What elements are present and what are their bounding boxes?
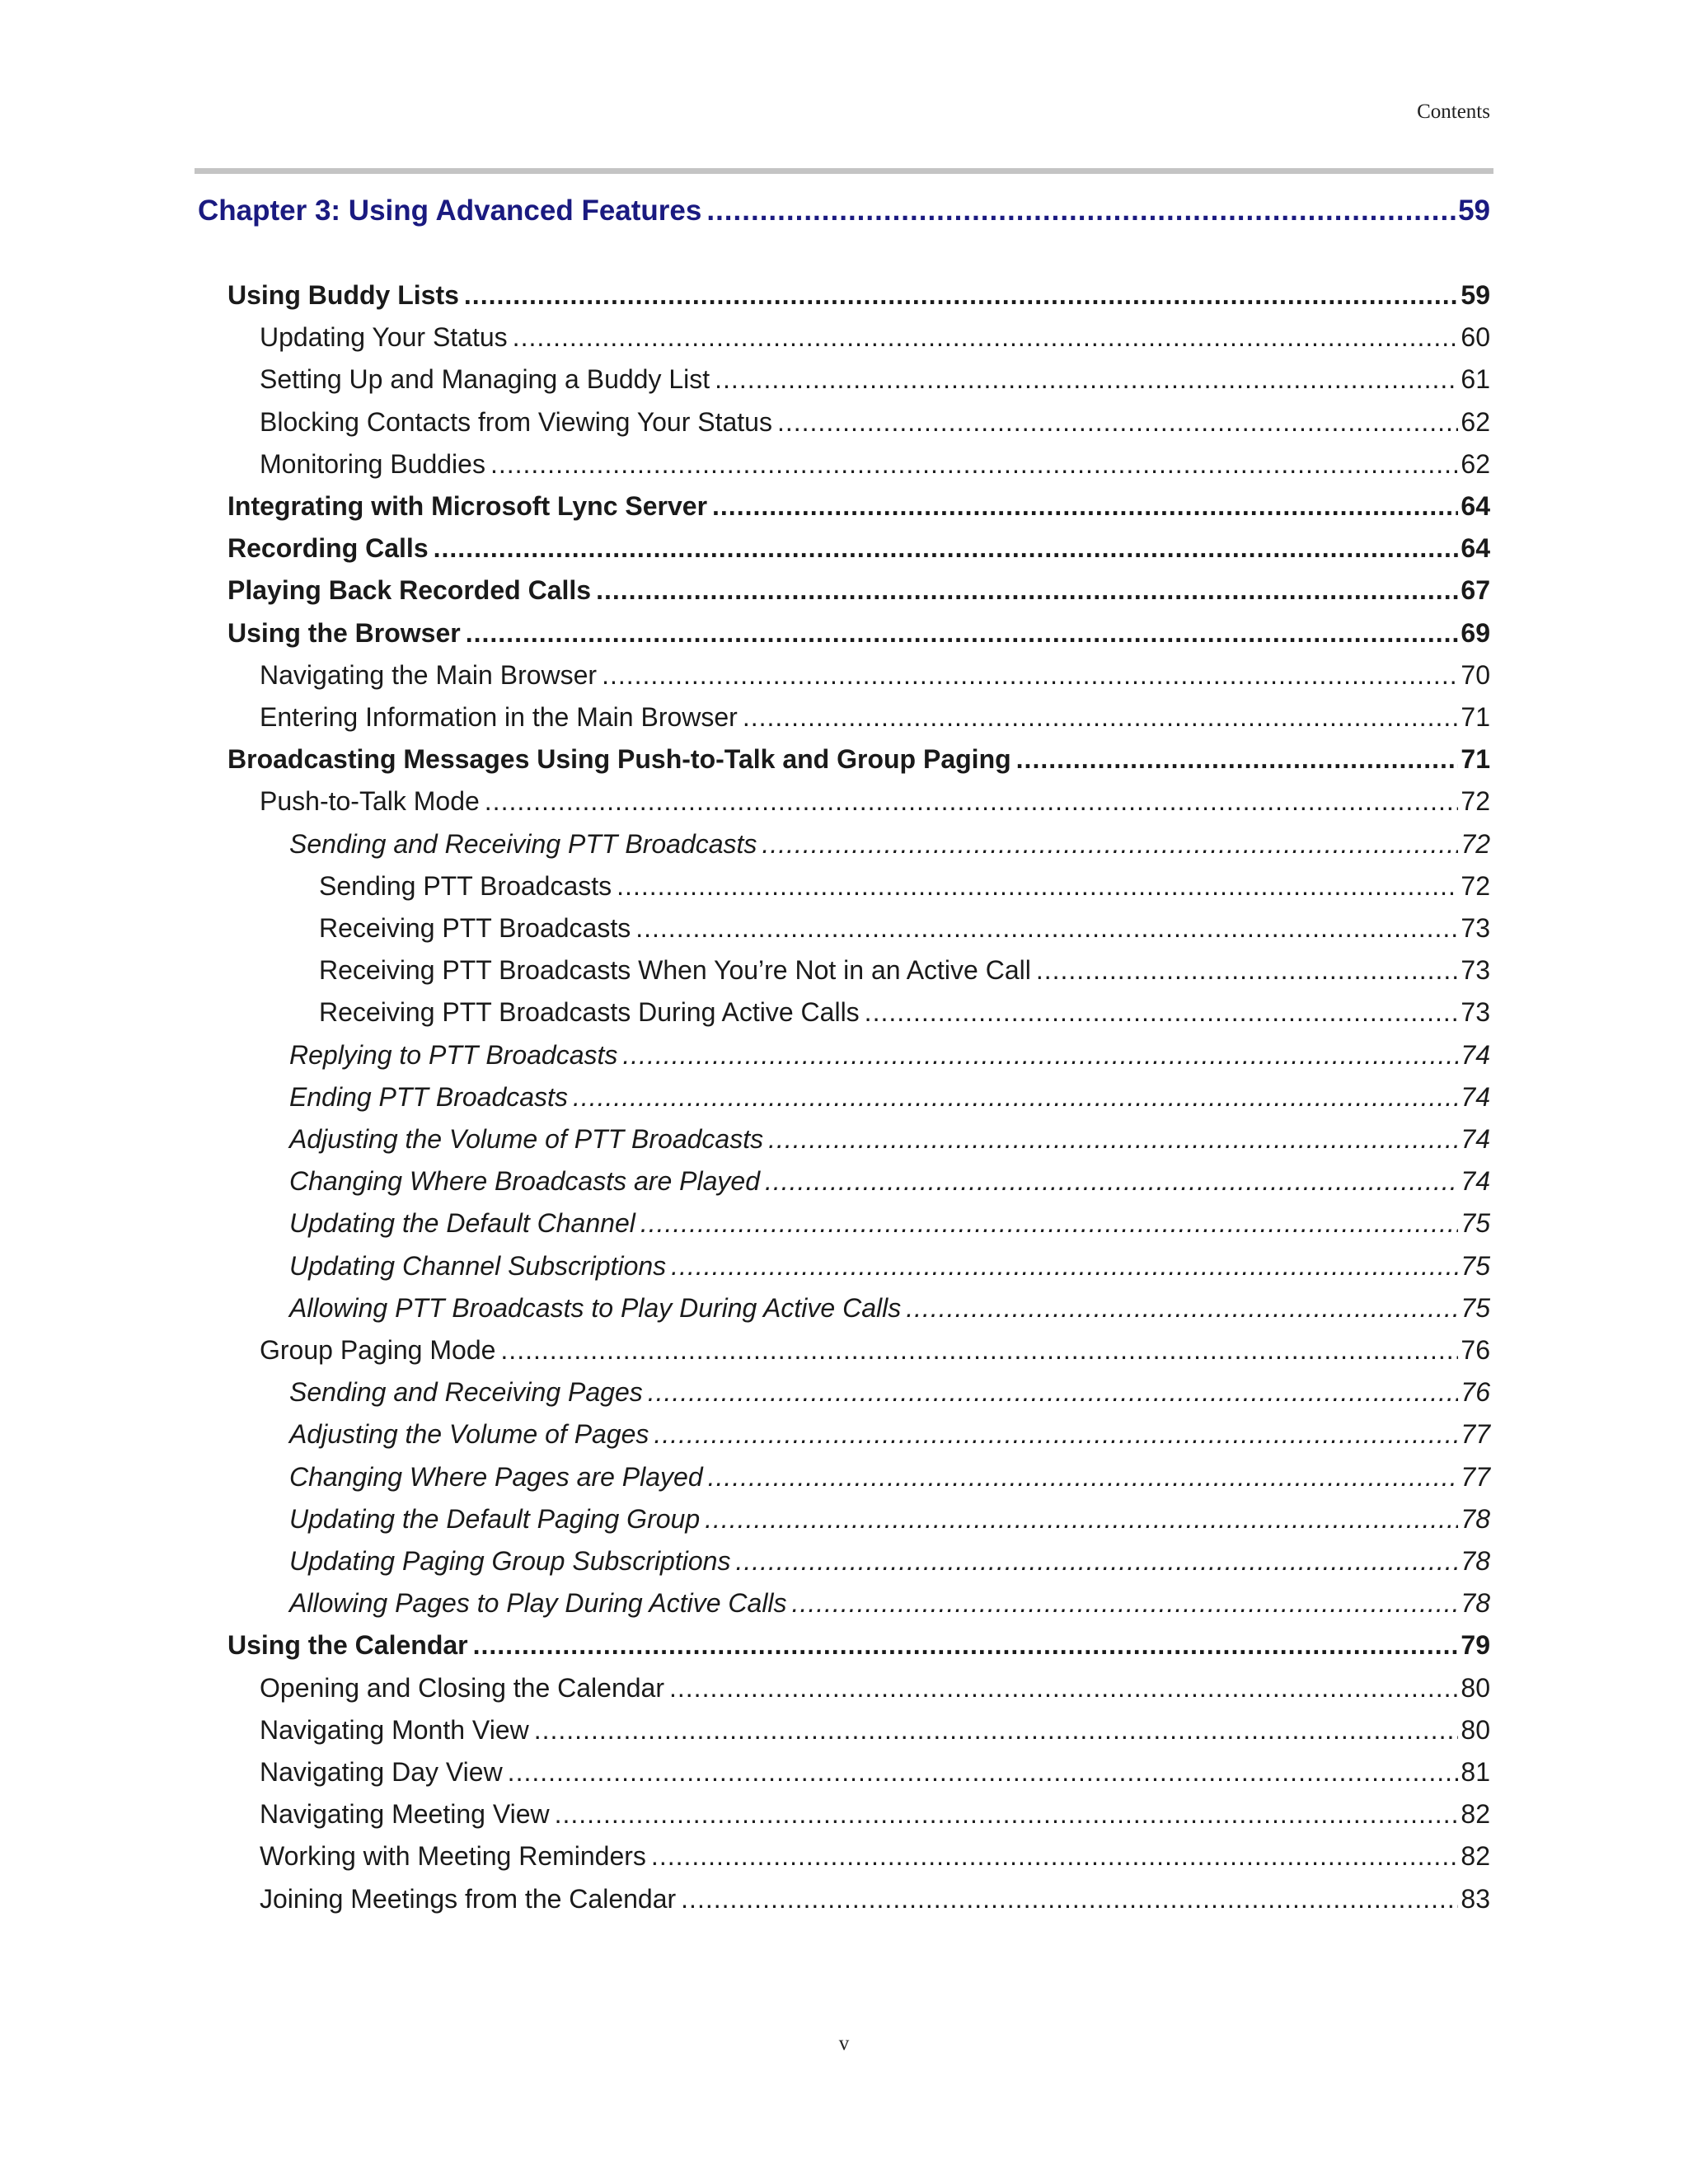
toc-entry-title: Using Buddy Lists <box>227 280 459 310</box>
dot-leader <box>715 358 1458 401</box>
toc-entry[interactable] <box>289 1582 1490 1624</box>
toc-entry-page: 82 <box>1461 1799 1490 1830</box>
dot-leader <box>555 1793 1459 1835</box>
toc-entry[interactable] <box>260 1835 1490 1877</box>
toc-entry-title: Receiving PTT Broadcasts During Active Calls <box>319 997 860 1028</box>
toc-entry[interactable] <box>260 654 1490 696</box>
dot-leader <box>617 865 1458 907</box>
toc-entry[interactable] <box>289 1118 1490 1160</box>
toc-entry[interactable] <box>289 823 1490 865</box>
toc-entry-page: 81 <box>1461 1757 1490 1787</box>
toc-entry-page: 75 <box>1461 1292 1490 1323</box>
dot-leader <box>596 569 1458 612</box>
toc-entry-title: Ending PTT Broadcasts <box>289 1081 568 1112</box>
toc-entry-title: Sending and Receiving PTT Broadcasts <box>289 828 757 859</box>
dot-leader <box>1036 949 1459 991</box>
toc-entry-title: Navigating the Main Browser <box>260 659 598 690</box>
toc-entry-title: Navigating Day View <box>260 1757 503 1787</box>
toc-entry-title: Receiving PTT Broadcasts <box>319 913 631 943</box>
toc-entry-title: Allowing Pages to Play During Active Calls <box>289 1588 787 1619</box>
dot-leader <box>865 991 1459 1033</box>
toc-entry-page: 75 <box>1461 1208 1490 1239</box>
toc-entry-page: 75 <box>1461 1250 1490 1281</box>
toc-entry-page: 61 <box>1461 364 1490 395</box>
toc-entry-page: 78 <box>1461 1546 1490 1576</box>
toc-entry[interactable] <box>260 1329 1490 1371</box>
toc-entry[interactable] <box>260 780 1490 823</box>
dot-leader <box>768 1118 1458 1160</box>
dot-leader <box>466 612 1459 654</box>
dot-leader <box>485 780 1459 823</box>
dot-leader <box>602 654 1458 696</box>
dot-leader <box>513 316 1459 359</box>
toc-entry-title: Navigating Meeting View <box>260 1799 550 1830</box>
toc-entry[interactable] <box>289 1160 1490 1202</box>
dot-leader <box>508 1750 1459 1793</box>
toc-entry-title: Adjusting the Volume of PTT Broadcasts <box>289 1124 764 1154</box>
dot-leader <box>490 443 1458 485</box>
toc-entry-page: 79 <box>1461 1630 1490 1661</box>
toc-entry[interactable] <box>319 907 1490 949</box>
toc-entry-page: 76 <box>1461 1335 1490 1365</box>
toc-entry-page: 72 <box>1461 786 1490 817</box>
toc-entry-page: 67 <box>1461 575 1490 606</box>
dot-leader <box>573 1076 1458 1118</box>
toc-entry[interactable] <box>227 612 1490 654</box>
toc-entry[interactable] <box>289 1286 1490 1329</box>
toc-entry-page: 64 <box>1461 491 1490 521</box>
toc-entry-page: 73 <box>1461 913 1490 943</box>
dot-leader <box>500 1329 1458 1371</box>
dot-leader <box>635 907 1458 949</box>
dot-leader <box>1016 738 1459 780</box>
toc-entry-page: 71 <box>1461 702 1490 732</box>
toc-entry[interactable] <box>227 569 1490 612</box>
dot-leader <box>473 1624 1459 1666</box>
toc-entry-page: 59 <box>1461 280 1490 310</box>
dot-leader <box>765 1160 1458 1202</box>
toc-entry[interactable] <box>227 485 1490 527</box>
toc-entry-title: Opening and Closing the Calendar <box>260 1672 664 1703</box>
page-number: v <box>838 2032 850 2055</box>
toc-entry-title: Using the Browser <box>227 617 461 648</box>
toc-entry[interactable] <box>319 949 1490 991</box>
dot-leader <box>906 1286 1458 1329</box>
dot-leader <box>622 1033 1458 1076</box>
toc-entry-page: 74 <box>1461 1124 1490 1154</box>
toc-entry-title: Adjusting the Volume of Pages <box>289 1419 649 1450</box>
toc-entry-page: 64 <box>1461 533 1490 564</box>
toc-entry[interactable] <box>289 1540 1490 1582</box>
toc-entry-page: 69 <box>1461 617 1490 648</box>
dot-leader <box>762 823 1458 865</box>
toc-entry-title: Navigating Month View <box>260 1714 529 1745</box>
toc-entry[interactable] <box>227 274 1490 316</box>
toc-entry-page: 70 <box>1461 659 1490 690</box>
toc-entry-page: 62 <box>1461 406 1490 437</box>
toc-entry-page: 62 <box>1461 448 1490 479</box>
toc-entry-page: 71 <box>1461 744 1490 775</box>
toc-entry-title: Updating Your Status <box>260 322 508 353</box>
toc-entry-title: Broadcasting Messages Using Push-to-Talk and Group Paging <box>227 744 1011 775</box>
dot-leader <box>706 194 1456 227</box>
toc-entry-page: 80 <box>1461 1714 1490 1745</box>
toc-entry[interactable] <box>289 1244 1490 1287</box>
toc-entry-page: 72 <box>1461 870 1490 901</box>
toc-entry[interactable] <box>319 865 1490 907</box>
toc-entry-title: Allowing PTT Broadcasts to Play During Active Calls <box>289 1292 902 1323</box>
toc-entry-title: Receiving PTT Broadcasts When You’re Not in an Active Call <box>319 955 1031 986</box>
toc-entry-title: Changing Where Pages are Played <box>289 1461 703 1492</box>
chapter-page: 59 <box>1458 194 1490 227</box>
dot-leader <box>712 485 1458 527</box>
toc-entry-title: Integrating with Microsoft Lync Server <box>227 491 708 521</box>
dot-leader <box>434 527 1459 569</box>
toc-entry-title: Updating Channel Subscriptions <box>289 1250 667 1281</box>
toc-entry[interactable] <box>289 1076 1490 1118</box>
toc-entry[interactable] <box>289 1455 1490 1498</box>
toc-entry-page: 74 <box>1461 1166 1490 1197</box>
toc-entry-title: Push-to-Talk Mode <box>260 786 480 817</box>
toc-entry[interactable] <box>289 1371 1490 1413</box>
dot-leader <box>735 1540 1458 1582</box>
toc-entry[interactable] <box>260 443 1490 485</box>
toc-entry-title: Updating Paging Group Subscriptions <box>289 1546 731 1576</box>
toc-entry-title: Blocking Contacts from Viewing Your Status <box>260 406 772 437</box>
dot-leader <box>464 274 1459 316</box>
dot-leader <box>743 696 1459 738</box>
toc-entry-title: Entering Information in the Main Browser <box>260 702 738 732</box>
toc-entry-title: Sending PTT Broadcasts <box>319 870 612 901</box>
toc-entry-page: 80 <box>1461 1672 1490 1703</box>
dot-leader <box>534 1708 1459 1751</box>
toc-entry[interactable] <box>227 527 1490 569</box>
toc-entry-page: 78 <box>1461 1503 1490 1534</box>
toc-entry-title: Updating the Default Paging Group <box>289 1503 701 1534</box>
toc-entry-title: Setting Up and Managing a Buddy List <box>260 364 710 395</box>
dot-leader <box>648 1371 1459 1413</box>
toc-entry[interactable] <box>289 1413 1490 1455</box>
toc-entry-title: Playing Back Recorded Calls <box>227 575 592 606</box>
toc-entry-title: Using the Calendar <box>227 1630 468 1661</box>
toc-entry-page: 78 <box>1461 1588 1490 1619</box>
toc-entry-page: 72 <box>1461 828 1490 859</box>
toc-entry[interactable] <box>260 401 1490 443</box>
toc-entry[interactable] <box>260 1793 1490 1835</box>
dot-leader <box>640 1202 1459 1244</box>
header-rule <box>195 168 1493 174</box>
toc-entry[interactable] <box>260 358 1490 401</box>
toc-entry-page: 76 <box>1461 1377 1490 1408</box>
toc-entry[interactable] <box>289 1033 1490 1076</box>
toc-entry-page: 73 <box>1461 997 1490 1028</box>
toc-entry-page: 74 <box>1461 1039 1490 1070</box>
dot-leader <box>651 1835 1458 1877</box>
toc-entry-page: 83 <box>1461 1883 1490 1914</box>
toc-entry-title: Group Paging Mode <box>260 1335 496 1365</box>
toc-entry[interactable] <box>260 1877 1490 1920</box>
toc-entry[interactable] <box>260 1750 1490 1793</box>
toc-entry[interactable] <box>260 316 1490 359</box>
toc-chapter-entry[interactable] <box>198 194 1490 227</box>
toc-entry[interactable] <box>260 1666 1490 1709</box>
dot-leader <box>705 1497 1458 1540</box>
toc-entry-page: 77 <box>1461 1461 1490 1492</box>
running-header: Contents <box>1417 101 1490 123</box>
toc-entry[interactable] <box>260 1708 1490 1751</box>
toc-entry-title: Updating the Default Channel <box>289 1208 635 1239</box>
toc-entry[interactable] <box>227 738 1490 780</box>
chapter-title: Chapter 3: Using Advanced Features <box>198 194 702 227</box>
toc-entry-title: Joining Meetings from the Calendar <box>260 1883 677 1914</box>
toc-entry-title: Replying to PTT Broadcasts <box>289 1039 618 1070</box>
dot-leader <box>708 1455 1459 1498</box>
toc-entry[interactable] <box>227 1624 1490 1666</box>
toc-entry[interactable] <box>289 1202 1490 1244</box>
toc-entry-page: 74 <box>1461 1081 1490 1112</box>
dot-leader <box>671 1244 1458 1287</box>
toc-entry[interactable] <box>319 991 1490 1033</box>
dot-leader <box>681 1877 1458 1920</box>
dot-leader <box>777 401 1458 443</box>
toc-entry-page: 77 <box>1461 1419 1490 1450</box>
toc-entry[interactable] <box>260 696 1490 738</box>
toc-entry-title: Recording Calls <box>227 533 429 564</box>
dot-leader <box>654 1413 1458 1455</box>
toc-entry-title: Monitoring Buddies <box>260 448 485 479</box>
toc-entry-title: Changing Where Broadcasts are Played <box>289 1166 760 1197</box>
toc-entry-title: Working with Meeting Reminders <box>260 1841 646 1872</box>
toc-entry-title: Sending and Receiving Pages <box>289 1377 643 1408</box>
toc-entry-page: 73 <box>1461 955 1490 986</box>
toc-entry-page: 82 <box>1461 1841 1490 1872</box>
dot-leader <box>792 1582 1459 1624</box>
dot-leader <box>669 1666 1458 1709</box>
toc-entry-page: 60 <box>1461 322 1490 353</box>
toc-entry[interactable] <box>289 1497 1490 1540</box>
